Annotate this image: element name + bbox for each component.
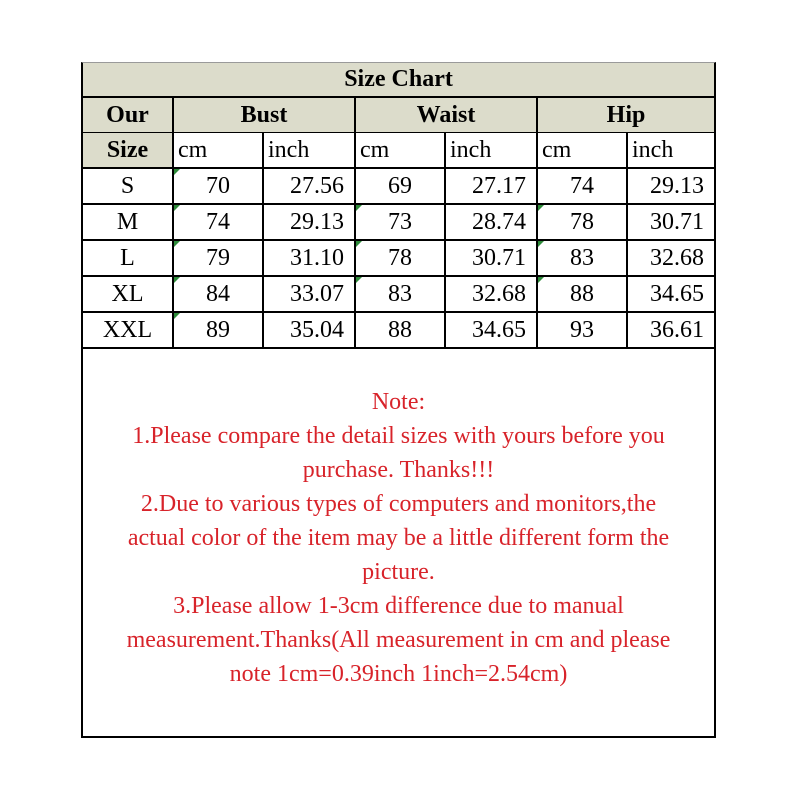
waist-cm-value: 83 xyxy=(355,276,445,312)
bust-cm-value: 79 xyxy=(173,240,263,276)
size-label: M xyxy=(83,204,173,240)
size-label: S xyxy=(83,168,173,204)
note-line: 1.Please compare the detail sizes with yours before you xyxy=(132,423,665,449)
hip-inch-value: 36.61 xyxy=(627,312,714,348)
group-header-hip: Hip xyxy=(537,97,714,133)
bust-inch-value: 33.07 xyxy=(263,276,355,312)
unit-waist-inch: inch xyxy=(445,133,537,169)
group-header-row xyxy=(83,97,714,133)
waist-cm-value: 88 xyxy=(355,312,445,348)
waist-cm-value: 69 xyxy=(355,168,445,204)
table-row xyxy=(83,168,714,204)
hip-inch-value: 29.13 xyxy=(627,168,714,204)
table-row xyxy=(83,276,714,312)
note-heading: Note: xyxy=(371,389,426,415)
hip-cm-value: 74 xyxy=(537,168,627,204)
size-header-bottom: Size xyxy=(83,133,173,169)
hip-inch-value: 34.65 xyxy=(627,276,714,312)
size-chart-sheet xyxy=(81,62,716,738)
hip-cm-value: 83 xyxy=(537,240,627,276)
group-header-bust: Bust xyxy=(173,97,355,133)
unit-bust-inch: inch xyxy=(263,133,355,169)
waist-inch-value: 34.65 xyxy=(445,312,537,348)
group-header-waist: Waist xyxy=(355,97,537,133)
bust-cm-value: 89 xyxy=(173,312,263,348)
note-line: measurement.Thanks(All measurement in cm and please xyxy=(126,627,671,653)
note-line: 2.Due to various types of computers and monitors,the xyxy=(140,491,657,517)
table-row xyxy=(83,312,714,348)
chart-title: Size Chart xyxy=(83,63,714,97)
note-block xyxy=(83,385,714,691)
waist-cm-value: 78 xyxy=(355,240,445,276)
unit-waist-cm: cm xyxy=(355,133,445,169)
bust-inch-value: 29.13 xyxy=(263,204,355,240)
waist-cm-value: 73 xyxy=(355,204,445,240)
waist-inch-value: 32.68 xyxy=(445,276,537,312)
hip-cm-value: 88 xyxy=(537,276,627,312)
unit-header-row xyxy=(83,133,714,169)
note-line: actual color of the item may be a little different form the xyxy=(127,525,670,551)
waist-inch-value: 28.74 xyxy=(445,204,537,240)
note-line: purchase. Thanks!!! xyxy=(302,457,495,483)
note-line: picture. xyxy=(362,559,435,585)
note-line: note 1cm=0.39inch 1inch=2.54cm) xyxy=(229,661,568,687)
size-chart-table xyxy=(83,63,714,349)
note-line: 3.Please allow 1-3cm difference due to manual xyxy=(173,593,624,619)
hip-inch-value: 30.71 xyxy=(627,204,714,240)
size-label: L xyxy=(83,240,173,276)
size-header-top: Our xyxy=(83,97,173,133)
bust-cm-value: 74 xyxy=(173,204,263,240)
waist-inch-value: 30.71 xyxy=(445,240,537,276)
hip-cm-value: 78 xyxy=(537,204,627,240)
bust-inch-value: 27.56 xyxy=(263,168,355,204)
hip-inch-value: 32.68 xyxy=(627,240,714,276)
waist-inch-value: 27.17 xyxy=(445,168,537,204)
title-row xyxy=(83,63,714,97)
unit-bust-cm: cm xyxy=(173,133,263,169)
bust-cm-value: 70 xyxy=(173,168,263,204)
unit-hip-inch: inch xyxy=(627,133,714,169)
bust-inch-value: 31.10 xyxy=(263,240,355,276)
size-label: XL xyxy=(83,276,173,312)
table-row xyxy=(83,204,714,240)
table-row xyxy=(83,240,714,276)
unit-hip-cm: cm xyxy=(537,133,627,169)
bust-inch-value: 35.04 xyxy=(263,312,355,348)
hip-cm-value: 93 xyxy=(537,312,627,348)
size-label: XXL xyxy=(83,312,173,348)
bust-cm-value: 84 xyxy=(173,276,263,312)
